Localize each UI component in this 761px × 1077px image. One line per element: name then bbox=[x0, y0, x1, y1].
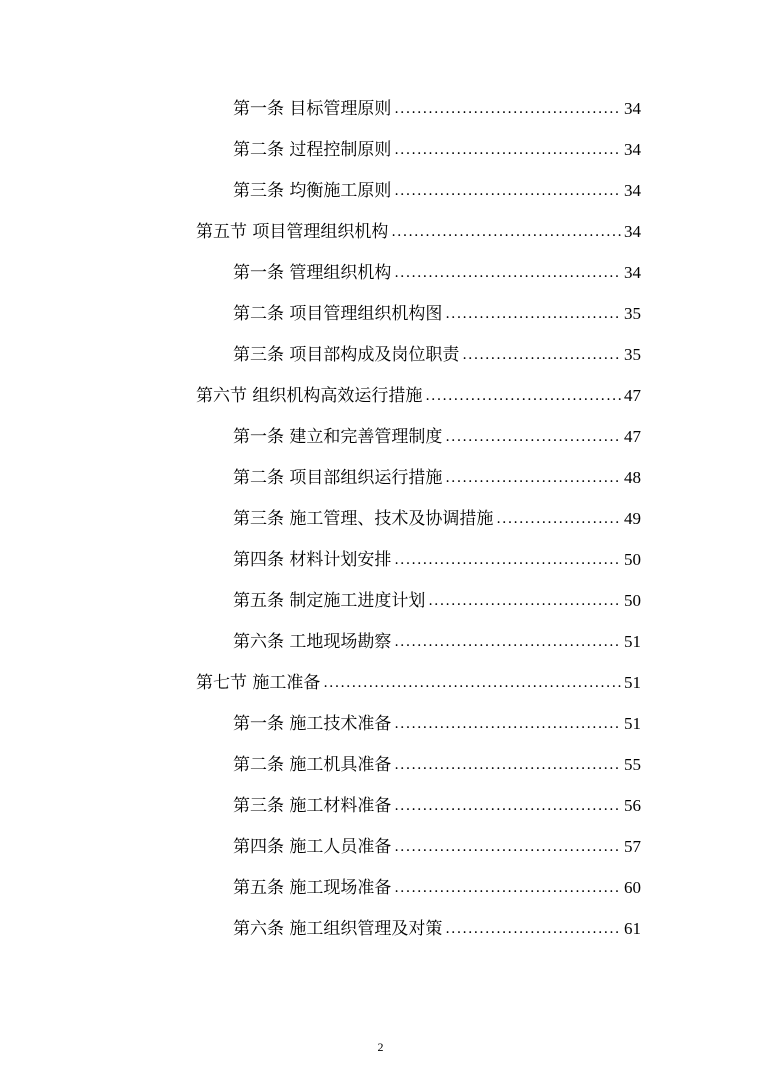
toc-entry[interactable] bbox=[233, 539, 641, 580]
toc-entry-page: 60 bbox=[624, 877, 641, 897]
toc-entry-title: 第六条 工地现场勘察 bbox=[233, 631, 392, 652]
toc-dot-leader bbox=[394, 877, 621, 899]
toc-dot-leader bbox=[496, 508, 621, 530]
toc-dot-leader bbox=[394, 713, 621, 735]
toc-entry-page: 51 bbox=[624, 631, 641, 651]
toc-entry-title: 第六节 组织机构高效运行措施 bbox=[196, 385, 423, 406]
toc-entry-title: 第三条 施工材料准备 bbox=[233, 795, 392, 816]
toc-entry-page: 55 bbox=[624, 754, 641, 774]
toc-entry-title: 第六条 施工组织管理及对策 bbox=[233, 918, 443, 939]
toc-dot-leader bbox=[394, 262, 621, 284]
toc-entry-title: 第四条 施工人员准备 bbox=[233, 836, 392, 857]
toc-entry-title: 第四条 材料计划安排 bbox=[233, 549, 392, 570]
toc-entry[interactable] bbox=[233, 88, 641, 129]
toc-dot-leader bbox=[445, 467, 621, 489]
toc-entry[interactable] bbox=[233, 293, 641, 334]
toc-dot-leader bbox=[445, 918, 621, 940]
toc-entry-page: 50 bbox=[624, 549, 641, 569]
toc-entry[interactable] bbox=[233, 867, 641, 908]
toc-entry[interactable] bbox=[233, 826, 641, 867]
toc-entry-title: 第二条 过程控制原则 bbox=[233, 139, 392, 160]
toc-entry-page: 61 bbox=[624, 918, 641, 938]
toc-entry-page: 57 bbox=[624, 836, 641, 856]
toc-entry[interactable] bbox=[233, 703, 641, 744]
toc-section-entry[interactable] bbox=[196, 375, 641, 416]
toc-entry[interactable] bbox=[233, 252, 641, 293]
toc-entry-title: 第三条 均衡施工原则 bbox=[233, 180, 392, 201]
toc-dot-leader bbox=[445, 303, 621, 325]
toc-entry-page: 51 bbox=[624, 713, 641, 733]
toc-dot-leader bbox=[394, 139, 621, 161]
toc-entry-title: 第五节 项目管理组织机构 bbox=[196, 221, 389, 242]
toc-entry-title: 第二条 施工机具准备 bbox=[233, 754, 392, 775]
toc-entry-page: 51 bbox=[624, 672, 641, 692]
toc-entry-page: 34 bbox=[624, 262, 641, 282]
toc-entry-title: 第五条 施工现场准备 bbox=[233, 877, 392, 898]
toc-entry-title: 第二条 项目管理组织机构图 bbox=[233, 303, 443, 324]
toc-dot-leader bbox=[462, 344, 621, 366]
toc-entry-title: 第一条 目标管理原则 bbox=[233, 98, 392, 119]
toc-entry-page: 50 bbox=[624, 590, 641, 610]
toc-dot-leader bbox=[445, 426, 621, 448]
toc-entry-title: 第一条 管理组织机构 bbox=[233, 262, 392, 283]
toc-entry-title: 第一条 建立和完善管理制度 bbox=[233, 426, 443, 447]
toc-entry-page: 35 bbox=[624, 344, 641, 364]
toc-entry[interactable] bbox=[233, 908, 641, 949]
toc-entry-page: 47 bbox=[624, 385, 641, 405]
toc-entry[interactable] bbox=[233, 170, 641, 211]
toc-entry[interactable] bbox=[233, 498, 641, 539]
toc-dot-leader bbox=[428, 590, 621, 612]
toc-dot-leader bbox=[394, 754, 621, 776]
toc-entry-page: 49 bbox=[624, 508, 641, 528]
toc-entry[interactable] bbox=[233, 416, 641, 457]
page-footer-number: 2 bbox=[377, 1040, 384, 1054]
toc-entry-page: 48 bbox=[624, 467, 641, 487]
toc-entry-page: 47 bbox=[624, 426, 641, 446]
toc-entry-title: 第三条 施工管理、技术及协调措施 bbox=[233, 508, 494, 529]
toc-entry[interactable] bbox=[233, 785, 641, 826]
toc-dot-leader bbox=[323, 672, 621, 694]
toc-entry[interactable] bbox=[233, 334, 641, 375]
toc-entry-page: 56 bbox=[624, 795, 641, 815]
toc-dot-leader bbox=[394, 795, 621, 817]
toc-dot-leader bbox=[394, 180, 621, 202]
toc-dot-leader bbox=[425, 385, 621, 407]
toc-entry[interactable] bbox=[233, 129, 641, 170]
toc-entry-page: 34 bbox=[624, 221, 641, 241]
toc-entry-page: 34 bbox=[624, 180, 641, 200]
toc-dot-leader bbox=[394, 631, 621, 653]
toc-entry-title: 第五条 制定施工进度计划 bbox=[233, 590, 426, 611]
toc-entry-title: 第七节 施工准备 bbox=[196, 672, 321, 693]
toc-section-entry[interactable] bbox=[196, 662, 641, 703]
toc-dot-leader bbox=[391, 221, 621, 243]
toc-section-entry[interactable] bbox=[196, 211, 641, 252]
toc-entry-title: 第三条 项目部构成及岗位职责 bbox=[233, 344, 460, 365]
toc-entry[interactable] bbox=[233, 744, 641, 785]
toc-dot-leader bbox=[394, 836, 621, 858]
toc-entry[interactable] bbox=[233, 580, 641, 621]
toc-entry-title: 第二条 项目部组织运行措施 bbox=[233, 467, 443, 488]
toc-dot-leader bbox=[394, 549, 621, 571]
toc-dot-leader bbox=[394, 98, 621, 120]
toc-entry-page: 35 bbox=[624, 303, 641, 323]
toc-entry-title: 第一条 施工技术准备 bbox=[233, 713, 392, 734]
toc-entry-page: 34 bbox=[624, 139, 641, 159]
toc-entry[interactable] bbox=[233, 621, 641, 662]
toc-entry-page: 34 bbox=[624, 98, 641, 118]
toc-entry[interactable] bbox=[233, 457, 641, 498]
